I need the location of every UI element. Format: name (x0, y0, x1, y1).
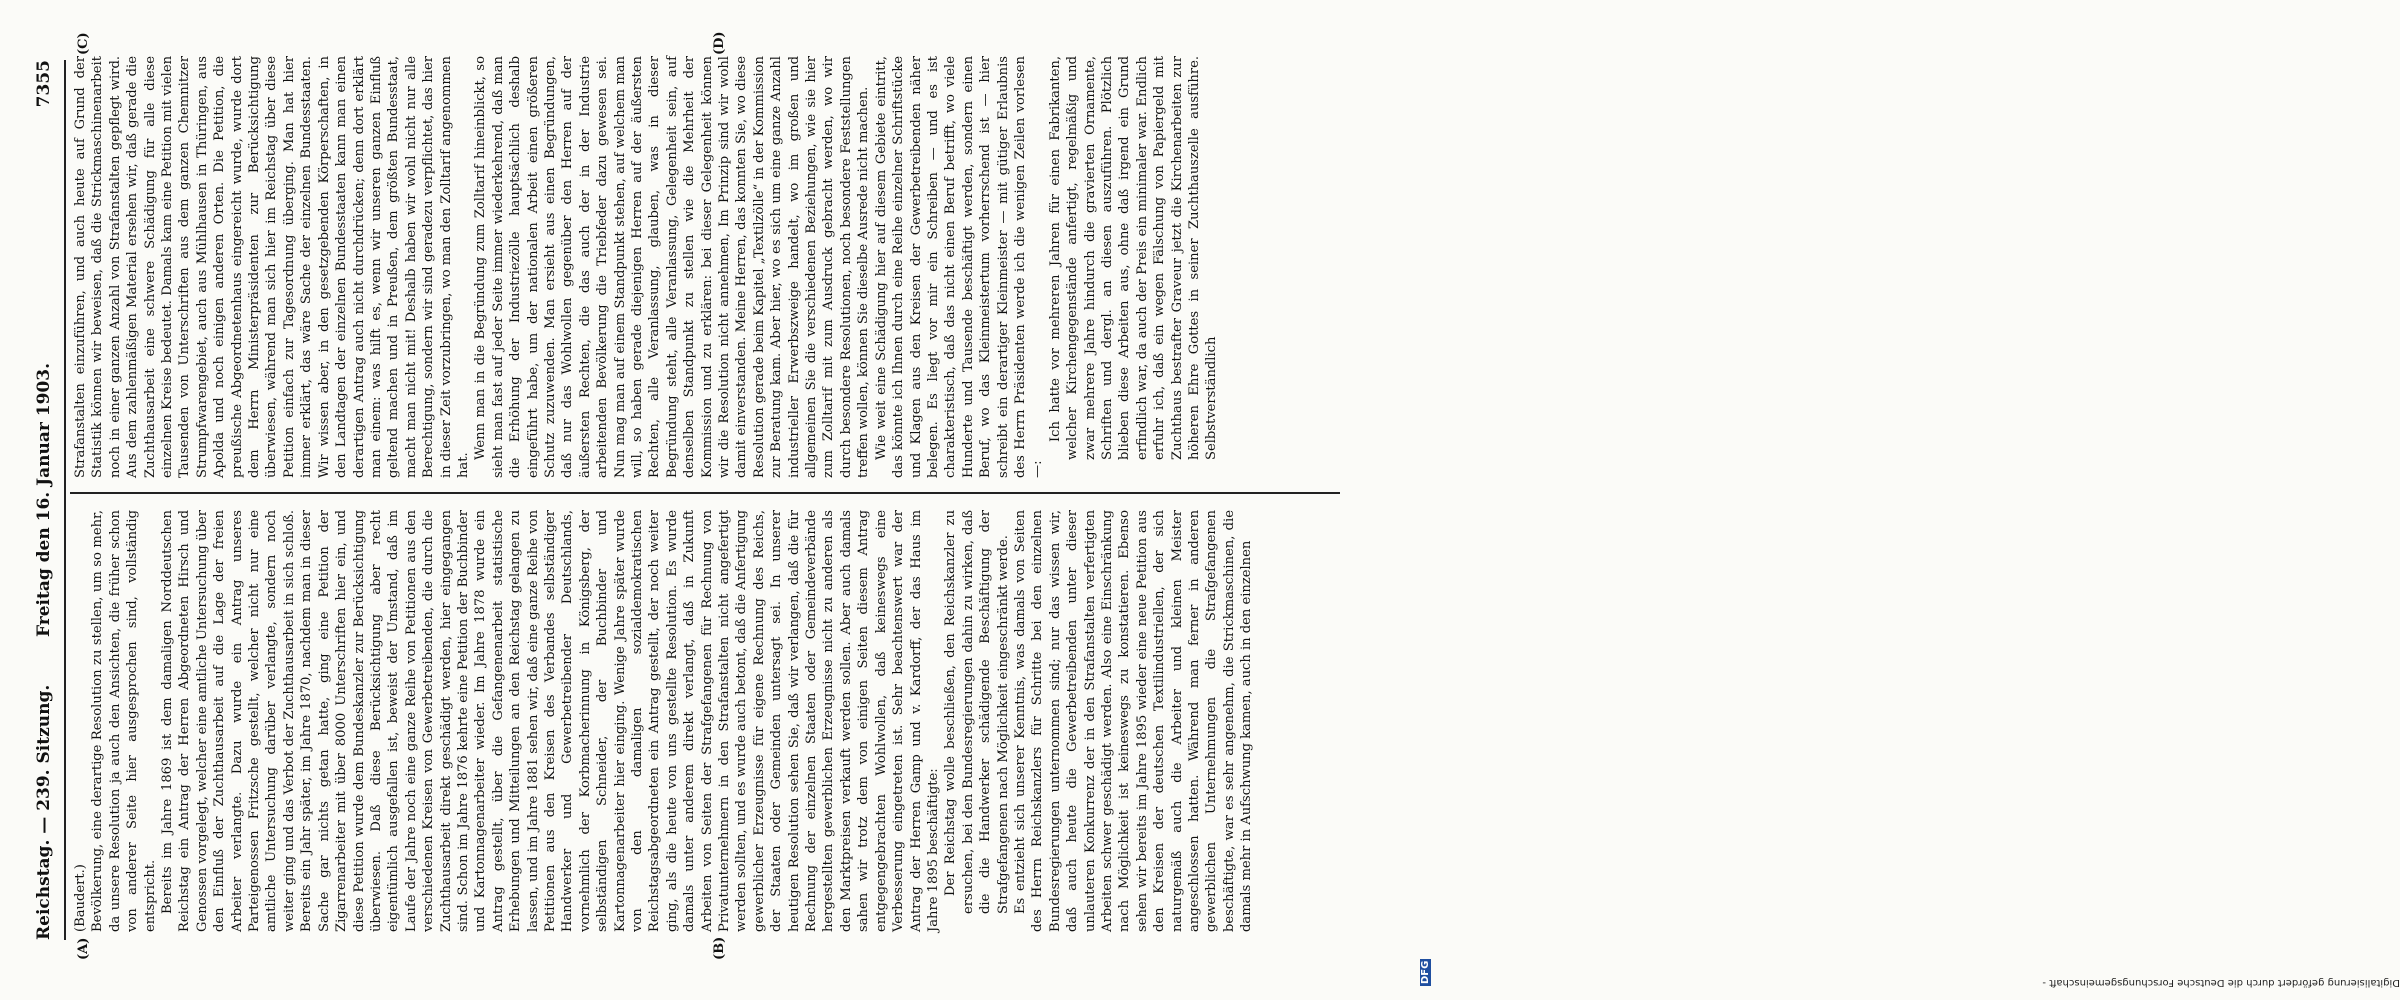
quoted-motion: Der Reichstag wolle beschließen, den Reichskanzler zu ersuchen, bei den Bundesregierungen dahin zu wirken, daß die die Handwerker schädigende Beschäftigung der Strafgefangenen nach Möglichkeit eingeschränkt werde. (943, 510, 1011, 914)
paragraph: Bevölkerung, eine derartige Resolution zu stellen, um so mehr, da unsere Resolution ja auch den Ansichten, die früher schon von anderer Seite hier ausgesprochen sind, vollständig entspricht. (90, 510, 158, 932)
page-header (34, 60, 64, 940)
digitization-credit (1418, 10, 2400, 990)
margin-marker-c: (C) (76, 32, 91, 55)
header-left: Reichstag. — 239. Sitzung. (34, 684, 54, 940)
paragraph: Es entzieht sich unserer Kenntnis, was damals von Seiten des Herrn Reichskanzlers für Schritte bei den einzelnen Bundesregierungen unternommen sind; nur das wissen wir, daß auch heute die Gewerbetreibenden unter dieser unlauteren Konkurrenz der in den Strafanstalten verfertigten Arbeiten schwer geschädigt werden. Also eine Einschränkung nach Möglichkeit ist keineswegs zu konstatieren. Ebenso sehen wir bereits im Jahre 1895 wieder eine neue Petition aus den Kreisen der deutschen Textilindustriellen, der sich naturgemäß auch die Arbeiter und kleinen Meister angeschlossen hatten. Während man ferner in anderen gewerblichen Unternehmungen die Strafgefangenen beschäftigte, war es sehr angenehm, die Strickmaschinen, die damals mehr in Aufschwung kamen, auch in den einzelnen (1012, 510, 1255, 932)
left-column (72, 510, 1337, 932)
paragraph: Bereits im Jahre 1869 ist dem damaligen Norddeutschen Reichstag ein Antrag der Herren Abgeordneten Hirsch und Genossen vorgelegt, welcher eine amtliche Untersuchung über den Einfluß der Zuchthausarbeit auf die Lage der freien Arbeiter verlangte. Dazu wurde ein Antrag unseres Parteigenossen Fritzsche gestellt, welcher nicht nur eine amtliche Untersuchung darüber verlangte, sondern noch weiter ging und das Verbot der Zuchthausarbeit in sich schloß. Bereits ein Jahr später, im Jahre 1870, nachdem man in dieser Sache gar nichts getan hatte, ging eine Petition der Zigarrenarbeiter mit über 8000 Unterschriften hier ein, und diese Petition wurde dem Bundeskanzler zur Berücksichtigung überwiesen. Daß diese Berücksichtigung aber recht eigentümlich ausgefallen ist, beweist der Umstand, daß im Laufe der Jahre noch eine ganze Reihe von Petitionen aus den verschiedenen Kreisen von Gewerbetreibenden, die durch die Zuchthausarbeit direkt geschädigt werden, hier eingegangen sind. Schon im Jahre 1876 kehrte eine Petition der Buchbinder und Kartonnagenarbeiter wieder. Im Jahre 1878 wurde ein Antrag gestellt, über die Gefangenenarbeit statistische Erhebungen und Mitteilungen an den Reichstag gelangen zu lassen, und im Jahre 1881 sehen wir, daß eine ganze Reihe von Petitionen aus den Kreisen des Verbandes selbständiger Handwerker und Gewerbetreibender Deutschlands, vornehmlich der Korbmacherinnung in Königsberg, der selbständigen Schneider, der Buchbinder und Kartonnagenarbeiter hier einging. Wenige Jahre später wurde von den damaligen sozialdemokratischen Reichstagsabgeordneten ein Antrag gestellt, der noch weiter ging, als die heute von uns gestellte Resolution. Es wurde damals unter anderem direkt verlangt, daß in Zukunft Arbeiten von Seiten der Strafgefangenen für Rechnung von Privatunternehmern in den Strafanstalten nicht angefertigt werden sollten, und es wurde auch betont, daß die Anfertigung gewerblicher Erzeugnisse für eigene Rechnung des Reichs, der Staaten oder Gemeinden untersagt sei. In unserer heutigen Resolution sehen Sie, daß wir verlangen, daß die für Rechnung der einzelnen Staaten oder Gemeindeverbände hergestellten gewerblichen Erzeugnisse nicht zu anderen als den Marktpreisen verkauft werden sollen. Aber auch damals sahen wir trotz dem von einigen Seiten diesem Antrag entgegengebrachten Wohlwollen, daß keineswegs eine Verbesserung eingetreten ist. Sehr beachtenswert war der Antrag der Herren Gamp und v. Kardorff, der das Haus im Jahre 1895 beschäftigte: (160, 510, 941, 932)
margin-marker-b: (B) (712, 936, 727, 960)
margin-marker-a: (A) (76, 937, 91, 960)
dfg-logo: DFG (1420, 960, 1431, 984)
paragraph: Strafanstalten einzuführen, und auch heute auf Grund der Statistik können wir beweisen, daß die Strickmaschinenarbeit noch in einer ganzen Anzahl von Strafanstalten gepflegt wird. Aus dem zahlenmäßigen Material ersehen wir, daß gerade die Zuchthausarbeit eine schwere Schädigung für alle diese einzelnen Kreise bedeutet. Damals kam eine Petition mit vielen Tausenden von Unterschriften aus dem ganzen Chemnitzer Strumpfwarengebiet, auch aus Mühlhausen in Thüringen, aus Apolda und noch einigen anderen Orten. Die Petition, die preußische Abgeordnetenhaus eingereicht wurde, wurde dort dem Herrn Ministerpräsidenten zur Berücksichtigung überwiesen, während man sich hier im Reichstag über diese Petition einfach zur Tagesordnung überging. Man hat hier immer erklärt, das wäre Sache der einzelnen Bundesstaaten. Wir wissen aber, in den gesetzgebenden Körperschaften, in den Landtagen der einzelnen Bundesstaaten kann man einen derartigen Antrag auch nicht durchdrücken; denn dort erklärt man einem: was hilft es, wenn wir unseren ganzen Einfluß geltend machen und in Preußen, dem größten Bundesstaat, macht man nicht mit! Deshalb haben wir wohl nicht nur alle Berechtigung, sondern wir sind geradezu verpflichtet, das hier in dieser Zeit vorzubringen, wo man den Zolltarif angenommen hat. (73, 56, 471, 478)
margin-marker-d: (D) (712, 31, 727, 55)
right-column (72, 56, 1337, 478)
paragraph: Wie weit eine Schädigung hier auf diesem Gebiete eintritt, das könnte ich Ihnen durch eine Reihe einzelner Schriftstücke und Klagen aus den Kreisen der Gewerbetreibenden näher belegen. Es liegt vor mir ein Schreiben — und es ist charakteristisch, daß das nicht einen Beruf betrifft, wo viele Hunderte und Tausende beschäftigt werden, sondern einen Beruf, wo das Kleinmeistertum vorherrschend ist — hier schreibt ein derartiger Kleinmeister — mit gütiger Erlaubnis des Herrn Präsidenten werde ich die wenigen Zeilen vorlesen —: (873, 56, 1046, 478)
quoted-letter: Ich hatte vor mehreren Jahren für einen Fabrikanten, welcher Kirchengegenstände anfertigt, regelmäßig und zwar mehrere Jahre hindurch die gravierten Ornamente, Schriften und dergl. an diesen auszuführen. Plötzlich blieben diese Arbeiten aus, ohne daß irgend ein Grund erfindlich war, da auch der Preis ein minimaler war. Endlich erfuhr ich, daß ein wegen Fälschung von Papiergeld mit Zuchthaus bestrafter Graveur jetzt die Kirchenarbeiten zur höheren Ehre Gottes in seiner Zuchthauszelle ausführe. Selbstverständlich (1047, 56, 1220, 460)
header-date: Freitag den 16. Januar 1903. (34, 362, 54, 638)
paragraph: Wenn man in die Begründung zum Zolltarif hineinblickt, so sieht man fast auf jeder Seite immer wiederkehrend, daß man die Erhöhung der Industriezölle hauptsächlich deshalb eingeführt habe, um der nationalen Arbeit einen größeren Schutz zuzuwenden. Man ersieht aus einen Begründungen, daß nur das Wohlwollen gegenüber den Herren auf der äußersten Rechten, die das auch der in der Industrie arbeitenden Bevölkerung die Triebfeder dazu gewesen sei. Nun mag man auf einem Standpunkt stehen, auf welchem man will, so haben gerade diejenigen Herren auf der äußersten Rechten, alle Veranlassung, glauben, was in dieser Begründung steht, alle Veranlassung, Gelegenheit sein, auf denselben Standpunkt zu stellen wie die Mehrheit der Kommission und zu erklären: bei dieser Gelegenheit können wir die Resolution nicht annehmen, Im Prinzip sind wir wohl damit einverstanden. Meine Herren, das konnten Sie, wo diese Resolution gerade beim Kapitel „Textilzölle“ in der Kommission zur Beratung kam. Aber hier, wo es sich um eine ganze Anzahl industrieller Erwerbszweige handelt, wo im großen und allgemeinen Sie die verschiedenen Beziehungen, wie sie hier zum Zolltarif mit zum Ausdruck gebracht werden, wo wir durch besondere Resolutionen, noch besondere Feststellungen treffen wollen, können Sie dieselbe Ausrede nicht machen. (473, 56, 872, 478)
credit-text: Digitalisierung gefördert durch die Deutsche Forschungsgemeinschaft - (2042, 977, 2400, 988)
speaker-label: (Baudert.) (73, 864, 88, 932)
header-rule (64, 60, 66, 940)
column-divider (70, 492, 1340, 494)
page-number: 7355 (34, 60, 54, 108)
